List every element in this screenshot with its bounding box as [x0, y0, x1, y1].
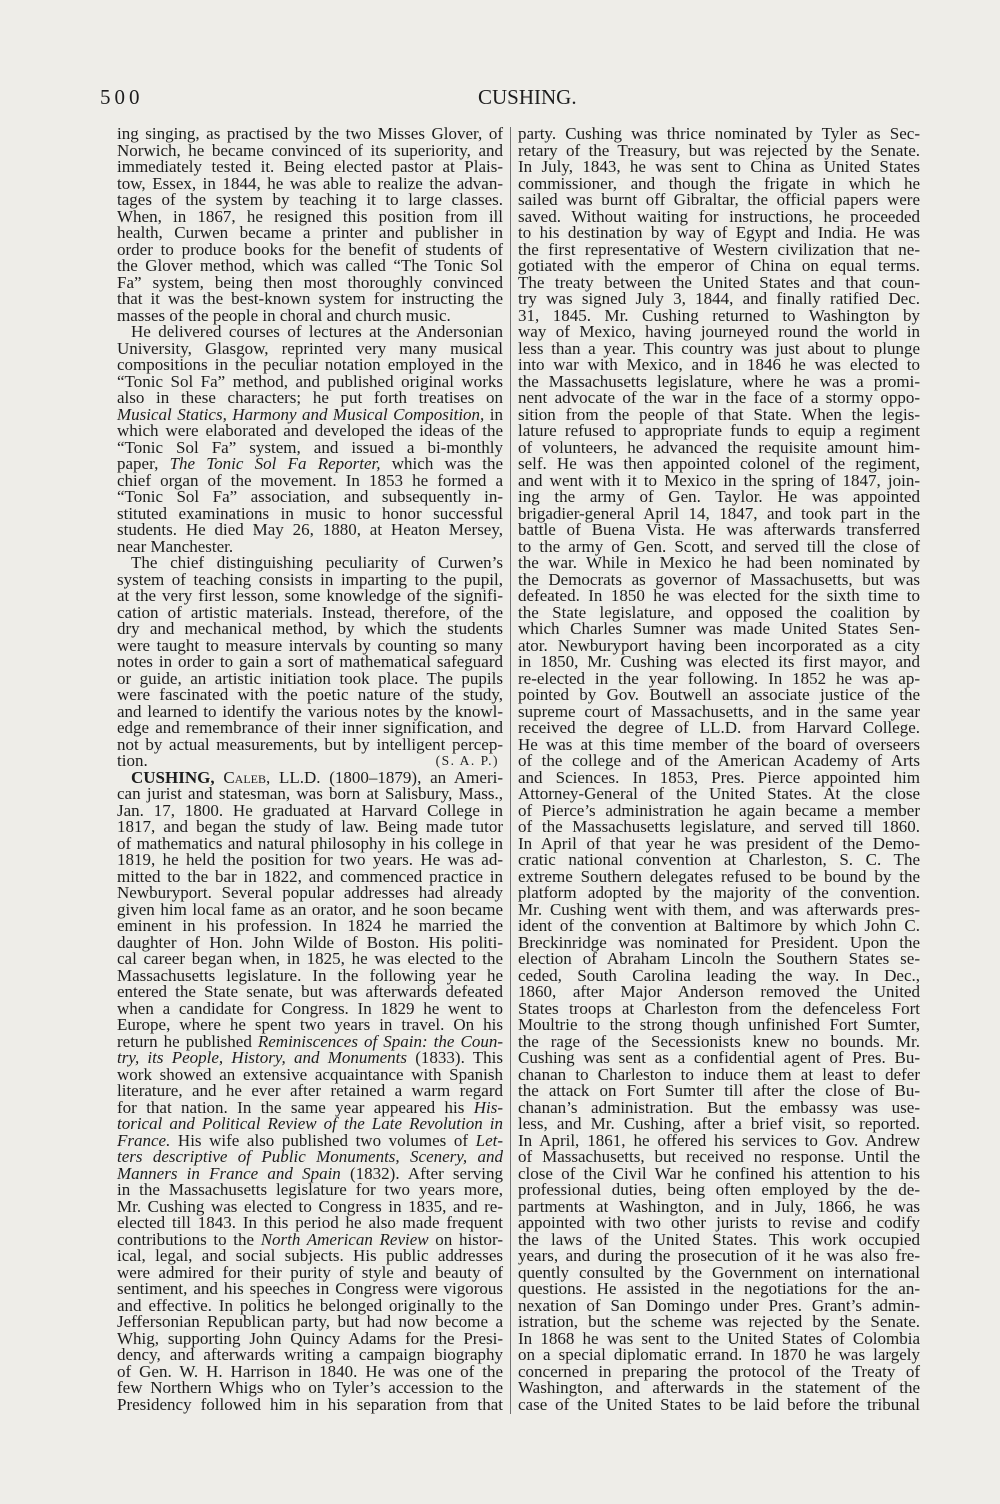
line-text: daughter of Hon. John Wilde of Boston. His politi-	[117, 932, 503, 952]
line-text: tion.	[117, 751, 148, 770]
italic-text: Manners in France and Spain	[117, 1163, 341, 1183]
line-text: ing singing, as practised by the two Misses Glover, of	[117, 124, 503, 143]
line-text: ceded, South Carolina leading the way. In Dec.,	[518, 965, 920, 985]
line-text: Whig, supporting John Quincy Adams for the Presi-	[117, 1328, 503, 1348]
line-text: and Sciences. In 1853, Pres. Pierce appointed him	[518, 767, 920, 787]
line-text: cal career began when, in 1825, he was elected to the	[117, 949, 503, 968]
line-text: of volunteers, he advanced the requisite amount him-	[518, 437, 920, 457]
line-text: self. He was then appointed colonel of the regiment,	[518, 454, 920, 473]
line-text: Washington, and afterwards in the statement of the	[518, 1378, 920, 1397]
column-rule	[510, 127, 511, 1414]
line-text: He delivered courses of lectures at the Andersonian	[131, 322, 503, 341]
line-text: on a special diplomatic errand. In 1870 he was largely	[518, 1345, 920, 1364]
line-text: years, and during the prosecution of it he was also fre-	[518, 1246, 920, 1265]
line-text: also in these characters; he put forth treatises on	[117, 388, 503, 407]
line-text: which was the	[380, 454, 503, 473]
entry-headword: CUSHING,	[131, 767, 215, 787]
line-text: try was signed July 3, 1844, and finally ratified Dec.	[518, 289, 920, 308]
line-text: were fascinated with the poetic nature of the study,	[117, 685, 503, 704]
line-text: Cushing was sent as a confidential agent of Pres. Bu-	[518, 1048, 920, 1067]
line-text: order to produce books for the benefit of students of	[117, 239, 503, 259]
line-text: ical, legal, and social subjects. His public addresses	[117, 1246, 503, 1265]
line-text: edge and remembrance of their inner signification, and	[117, 718, 503, 737]
line-text: (1832). After serving	[340, 1163, 503, 1183]
line-text: or guide, an artistic initiation took place. The pupils	[117, 668, 503, 688]
line-text: were admired for their purity of style and beauty of	[117, 1262, 503, 1282]
paragraph	[117, 555, 503, 770]
line-text: Breckinridge was nominated for President. Upon the	[518, 932, 920, 952]
line-text: paper,	[117, 454, 170, 473]
line-text: defeated. In 1850 he was elected for the sixth time to	[518, 586, 920, 605]
text-line	[117, 734, 503, 754]
left-column	[117, 126, 503, 1413]
line-text: Jan. 17, 1800. He graduated at Harvard College in	[117, 800, 503, 820]
line-text: partments at Washington, and in July, 1866, he was	[518, 1196, 920, 1216]
line-text: questions. He assisted in the negotiations for the an-	[518, 1279, 920, 1298]
line-text: saved. Without waiting for instructions, he proceeded	[518, 206, 920, 226]
line-text: on histor-	[428, 1229, 503, 1249]
line-text: University, Glasgow, reprinted very many musical	[117, 338, 503, 358]
line-text: Newburyport. Several popular addresses had already	[117, 883, 503, 902]
line-text: Jeffersonian Republican party, but had now become a	[117, 1312, 503, 1331]
line-text: at the very first lesson, some knowledge of the signifi-	[117, 586, 503, 605]
line-text: States troops at Charleston from the defenceless Fort	[518, 998, 920, 1018]
line-text: quently consulted by the Government on international	[518, 1262, 920, 1282]
line-text: contributions to the	[117, 1229, 261, 1249]
line-text: Mr. Cushing was elected to Congress in 1835, and re-	[117, 1196, 503, 1216]
line-text: LL.D. (1800–1879), an Ameri-	[270, 767, 503, 787]
line-text: and effective. In politics he belonged originally to the	[117, 1295, 503, 1315]
line-text: When, in 1867, he resigned this position from ill	[117, 206, 503, 226]
italic-text: France.	[117, 1130, 171, 1150]
line-text: In April of that year he was president of the Demo-	[518, 833, 920, 853]
italic-text: His-	[473, 1097, 503, 1117]
line-text: which Charles Sumner was made United States Sen-	[518, 619, 920, 638]
line-text: the attack on Fort Sumter till after the close of Bu-	[518, 1081, 920, 1100]
line-text: In July, 1843, he was sent to China as United States	[518, 157, 920, 176]
line-text: health, Curwen became a printer and publisher in	[117, 223, 503, 242]
line-text: way of Mexico, having journeyed round the world in	[518, 322, 920, 341]
line-text: of mathematics and natural philosophy in his college in	[117, 833, 503, 853]
line-text: the Democrats as governor of Massachusetts, but was	[518, 569, 920, 589]
italic-text: ters descriptive of Public Monuments, Scenery, and	[117, 1147, 503, 1166]
line-text: that it was the best-known system for instructing the	[117, 289, 503, 308]
line-text: case of the United States to be laid before the tribunal	[518, 1394, 920, 1414]
line-text: commissioner, and though the frigate in which he	[518, 173, 920, 193]
line-text: tages of the system by teaching it to large classes.	[117, 190, 503, 209]
line-text: sailed was burnt off Gibraltar, the official papers were	[518, 190, 920, 209]
line-text: Moultrie to the strong though unfinished Fort Sumter,	[518, 1015, 920, 1034]
line-text: the first representative of Western civilization that ne-	[518, 239, 920, 259]
italic-text: Let-	[475, 1130, 503, 1150]
line-text: ator. Newburyport having been incorporated as a city	[518, 635, 920, 655]
italic-text: try, its People, History, and Monuments	[117, 1048, 408, 1067]
page-number: 500	[100, 85, 144, 109]
small-caps-text: Caleb,	[223, 767, 271, 787]
line-text: not by actual measurements, but by intelligent percep-	[117, 734, 503, 754]
line-text: the Glover method, which was called “The Tonic Sol	[117, 256, 503, 275]
line-text: (1833). This	[407, 1048, 503, 1067]
line-text: election of Abraham Lincoln the Southern States se-	[518, 949, 920, 968]
line-text: brigadier-general April 14, 1847, and took part in the	[518, 503, 920, 523]
italic-text: The Tonic Sol Fa Reporter,	[169, 454, 381, 473]
line-text: the laws of the United States. This work occupied	[518, 1229, 920, 1249]
line-text: retary of the Treasury, but was rejected by the Senate.	[518, 140, 920, 160]
line-text: few Northern Whigs who on Tyler’s accession to the	[117, 1378, 503, 1397]
line-text: In April, 1861, he offered his services to Gov. Andrew	[518, 1130, 920, 1150]
line-text: dry and mechanical method, by which the students	[117, 619, 503, 638]
line-text: stituted examinations in music to honor successful	[117, 503, 503, 523]
line-text: the Massachusetts legislature, where he was a promi-	[518, 371, 920, 391]
line-text: Presidency followed him in his separation from that	[117, 1394, 503, 1414]
line-text: given him local fame as an orator, and he soon became	[117, 899, 503, 919]
paragraph	[117, 767, 503, 1414]
line-text: party. Cushing was thrice nominated by Tyler as Sec-	[518, 124, 920, 143]
line-text: notes in order to gain a sort of mathematical safeguard	[117, 652, 503, 671]
line-text: in	[484, 404, 503, 424]
line-text: “Tonic Sol Fa” system, and issued a bi-monthly	[117, 437, 503, 457]
line-text: sentiment, and his speeches in Congress were vigorous	[117, 1279, 503, 1298]
line-text: gotiated with the emperor of China on equal terms.	[518, 256, 920, 275]
line-text: and learned to identify the various notes by the knowl-	[117, 701, 503, 721]
line-text: re-elected in the year following. In 1852 he was ap-	[518, 668, 920, 688]
line-text: “Tonic Sol Fa” method, and published original works	[117, 371, 503, 391]
line-text: of the college and of the American Academy of Arts	[518, 751, 920, 770]
line-text: tow, Essex, in 1844, he was able to realize the advan-	[117, 173, 503, 193]
line-text: istration, but the scheme was rejected by the Senate.	[518, 1312, 920, 1331]
line-text: appointed with two other jurists to revise and codify	[518, 1213, 920, 1232]
line-text: less, and Mr. Cushing, after a brief visit, so reported.	[518, 1114, 920, 1133]
italic-text: Musical Statics, Harmony and Musical Composition,	[117, 404, 485, 424]
line-text: pointed by Gov. Boutwell an associate justice of the	[518, 685, 920, 704]
line-text: platform adopted by the majority of the convention.	[518, 883, 920, 902]
line-text: for that nation. In the same year appeared his	[117, 1097, 474, 1117]
line-text: 1860, after Major Anderson removed the United	[518, 982, 920, 1001]
italic-text: torical and Political Review of the Late Revolution in	[117, 1114, 503, 1133]
line-text: ing the army of Gen. Taylor. He was appointed	[518, 487, 920, 506]
line-text: students. He died May 26, 1880, at Heaton Mersey,	[117, 520, 503, 539]
line-text: In 1868 he was sent to the United States of Colombia	[518, 1328, 920, 1348]
line-text: lature refused to appropriate funds to equip a regiment	[518, 421, 920, 440]
line-text: received the degree of LL.D. from Harvard College.	[518, 718, 920, 737]
line-text: system of teaching consists in imparting to the pupil,	[117, 569, 503, 589]
line-text: can jurist and statesman, was born at Salisbury, Mass.,	[117, 784, 503, 803]
line-text: were taught to measure intervals by counting so many	[117, 635, 503, 655]
text-line	[117, 1394, 503, 1414]
line-text: “Tonic Sol Fa” association, and subsequently in-	[117, 487, 503, 506]
line-text: in the Massachusetts legislature for two years more,	[117, 1180, 503, 1199]
line-text: to his destination by way of Egypt and India. He was	[518, 223, 920, 242]
line-text: close of the Civil War he confined his attention to his	[518, 1163, 920, 1183]
line-text: supreme court of Massachusetts, and in the same year	[518, 701, 920, 721]
line-text: The treaty between the United States and that coun-	[518, 272, 920, 292]
line-text: chanan’s administration. But the embassy was use-	[518, 1097, 920, 1117]
line-text: literature, and he ever after retained a warm regard	[117, 1081, 503, 1100]
line-text: chief organ of the movement. In 1853 he formed a	[117, 470, 503, 490]
line-text: dency, and afterwards writing a campaign biography	[117, 1345, 503, 1364]
line-text: return he published	[117, 1031, 258, 1051]
line-text: less than a year. This country was just about to plunge	[518, 338, 920, 358]
line-text: in 1850, Mr. Cushing was elected its first mayor, and	[518, 652, 920, 671]
line-text: elected till 1843. In this period he also made frequent	[117, 1213, 503, 1232]
line-text: Attorney-General of the United States. At the close	[518, 784, 920, 803]
line-text: the rage of the Secessionists knew no bounds. Mr.	[518, 1031, 920, 1051]
line-text: Mr. Cushing went with them, and was afterwards pres-	[518, 899, 920, 919]
line-text: His wife also published two volumes of	[170, 1130, 476, 1150]
italic-text: North American Review	[260, 1229, 429, 1249]
line-text: entered the State senate, but was afterwards defeated	[117, 982, 503, 1001]
line-text: 31, 1845. Mr. Cushing returned to Washington by	[518, 305, 920, 325]
line-text: near Manchester.	[117, 536, 234, 556]
line-text: of Gen. W. H. Harrison in 1840. He was one of the	[117, 1361, 503, 1381]
paragraph	[117, 324, 503, 555]
line-text: cratic national convention at Charleston, S. C. The	[518, 850, 920, 869]
author-signature: (S. A. P.)	[435, 753, 499, 768]
italic-text: Reminiscences of Spain: the Coun-	[257, 1031, 503, 1051]
paragraph	[117, 126, 503, 324]
line-text: immediately tested it. Being elected pastor at Plais-	[117, 157, 503, 176]
line-text: Norwich, he became convinced of its superiority, and	[117, 140, 503, 160]
line-text: the State legislature, and opposed the coalition by	[518, 602, 920, 622]
line-text: and went with it to Mexico in the spring of 1847, join-	[518, 470, 920, 490]
line-text: He was at this time member of the board of overseers	[518, 734, 920, 754]
line-text: The chief distinguishing peculiarity of Curwen’s	[131, 553, 503, 572]
line-text: when a candidate for Congress. In 1829 he went to	[117, 998, 503, 1018]
line-text: battle of Buena Vista. He was afterwards transferred	[518, 520, 920, 539]
line-text: Fa” system, being then most thoroughly convinced	[117, 272, 503, 292]
line-text: which were elaborated and developed the ideas of the	[117, 421, 503, 440]
line-text: Massachusetts legislature. In the following year he	[117, 965, 503, 985]
line-text: sition from the people of that State. When the legis-	[518, 404, 920, 424]
line-text: the war. While in Mexico he had been nominated by	[518, 553, 920, 572]
line-text: compositions in the peculiar notation employed in the	[117, 355, 503, 374]
line-text: work showed an extensive acquaintance with Spanish	[117, 1064, 503, 1084]
line-text: to the army of Gen. Scott, and served till the close of	[518, 536, 920, 556]
line-text: of the Massachusetts legislature, and served till 1860.	[518, 817, 920, 836]
line-text: extreme Southern delegates refused to be bound by the	[518, 866, 920, 886]
line-text: of Massachusetts, but received no response. Until the	[518, 1147, 920, 1166]
line-text: of Pierce’s administration he again became a member	[518, 800, 920, 820]
line-text: ident of the convention at Baltimore by which John C.	[518, 916, 920, 935]
line-text: masses of the people in choral and church music.	[117, 305, 451, 325]
line-text: 1819, he held the position for two years. He was ad-	[117, 850, 503, 869]
line-text: professional duties, being often employed by the de-	[518, 1180, 920, 1199]
text-line	[518, 1394, 920, 1414]
line-text: mitted to the bar in 1822, and commenced practice in	[117, 866, 503, 886]
line-text: cation of artistic materials. Instead, therefore, of the	[117, 602, 503, 622]
line-text: nexation of San Domingo under Pres. Grant’s admin-	[518, 1295, 920, 1315]
paragraph	[518, 126, 920, 1413]
running-head: CUSHING.	[478, 85, 577, 109]
line-text: into war with Mexico, and in 1846 he was elected to	[518, 355, 920, 374]
right-column	[518, 126, 920, 1413]
line-text: 1817, and began the study of law. Being made tutor	[117, 817, 503, 836]
line-text: chanan to Charleston to induce them at least to defer	[518, 1064, 920, 1084]
line-text: eminent in his profession. In 1824 he married the	[117, 916, 503, 935]
line-text: nent advocate of the war in the face of a stormy oppo-	[518, 388, 920, 407]
line-text: concerned in preparing the protocol of the Treaty of	[518, 1361, 920, 1381]
line-text: Europe, where he spent two years in travel. On his	[117, 1015, 503, 1034]
